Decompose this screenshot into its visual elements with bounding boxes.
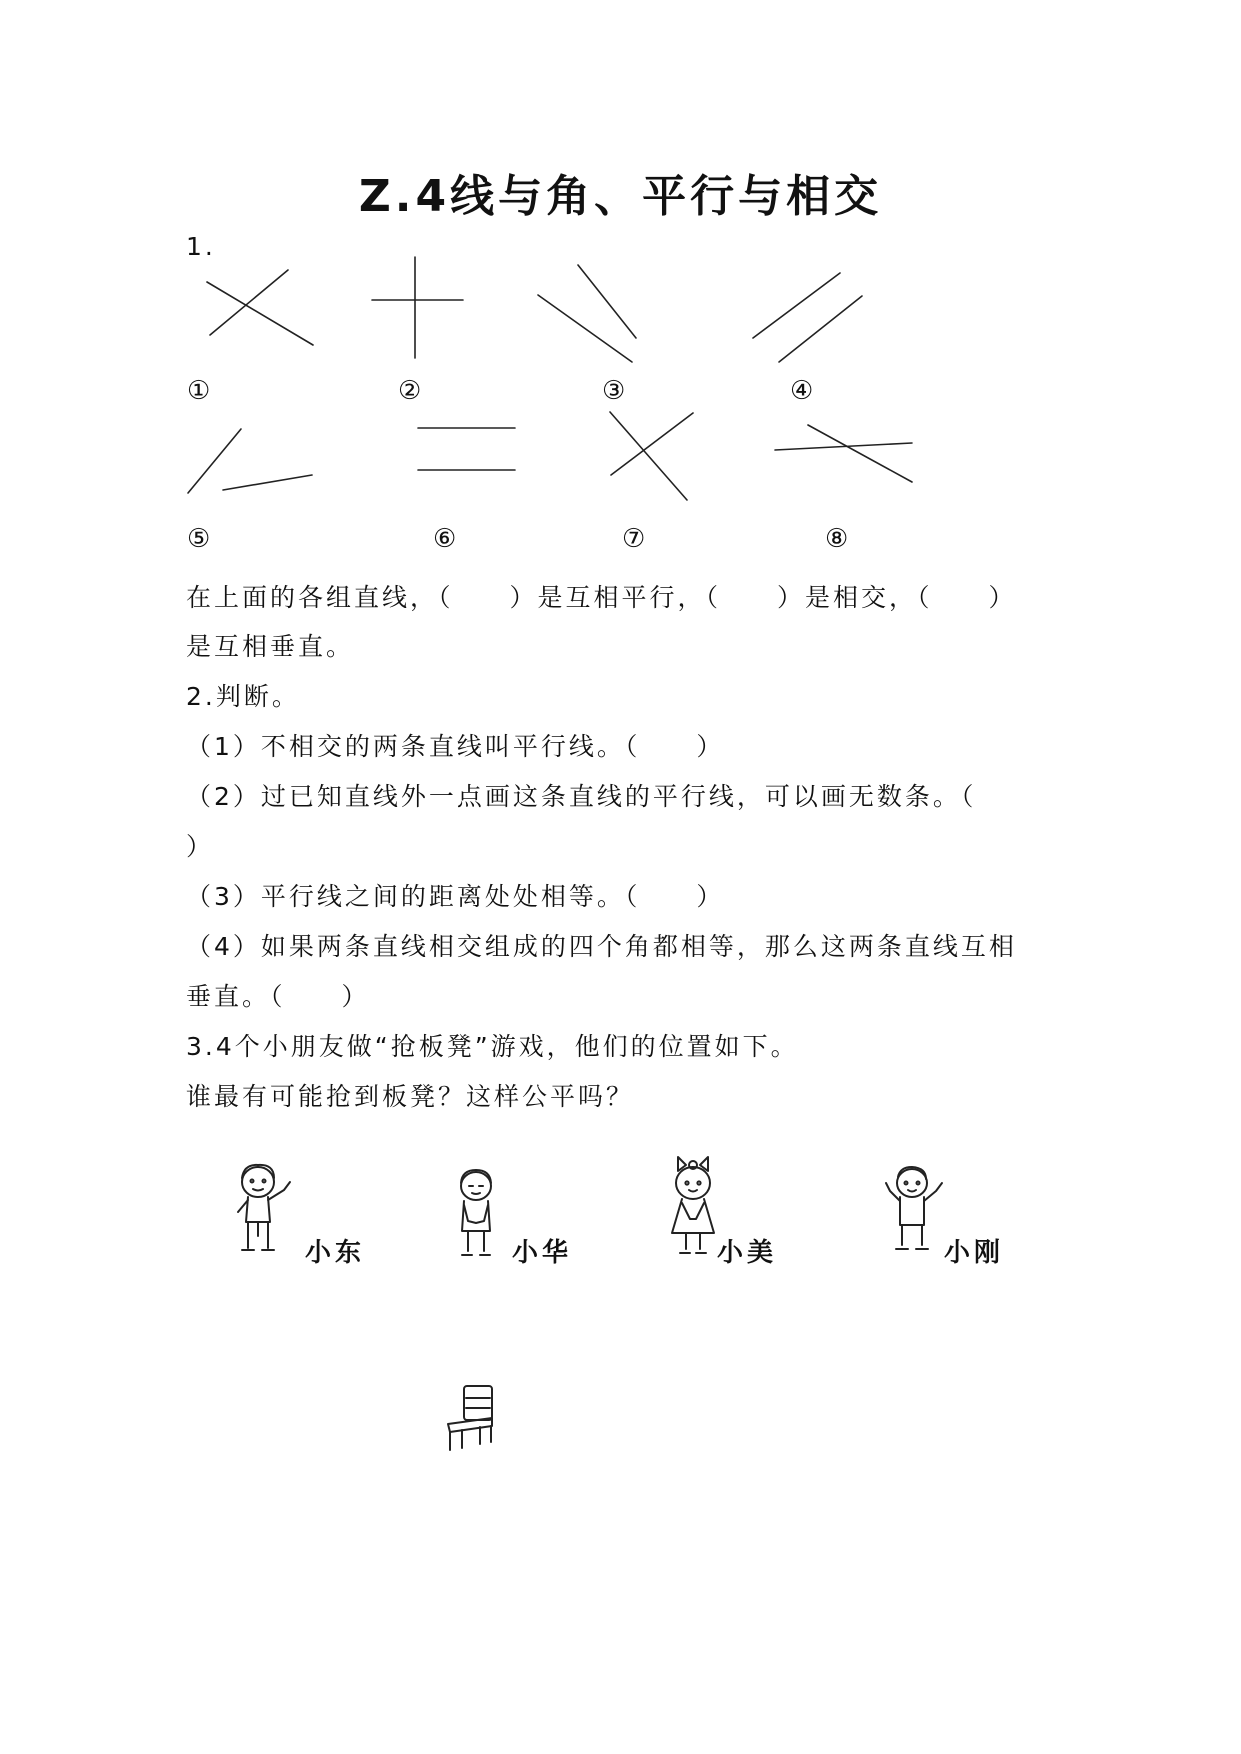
q2-item-1: （1）不相交的两条直线叫平行线。（ ）	[186, 732, 725, 761]
kid-xiaohua-figure	[448, 1165, 508, 1261]
marker-4: ④	[790, 376, 814, 406]
marker-1: ①	[187, 376, 211, 406]
q2-label: 2.判断。	[186, 682, 300, 711]
q2-item-4-line2: 垂直。（ ）	[186, 982, 370, 1011]
q1-question-line1: 在上面的各组直线，（ ）是互相平行，（ ）是相交，（ ）	[186, 583, 1017, 612]
q1-question-line2: 是互相垂直。	[186, 632, 355, 661]
q2-item-3: （3）平行线之间的距离处处相等。（ ）	[186, 882, 725, 911]
figure-1-intersecting-lines	[207, 270, 313, 345]
marker-6: ⑥	[433, 524, 457, 554]
q2-item-2-line2: ）	[186, 832, 215, 861]
q3-line1: 3.4个小朋友做“抢板凳”游戏，他们的位置如下。	[186, 1032, 799, 1061]
kid-name-xiaomei: 小美	[717, 1238, 778, 1268]
marker-3: ③	[602, 376, 626, 406]
kid-name-xiaodong: 小东	[305, 1238, 366, 1268]
marker-5: ⑤	[187, 524, 211, 554]
q2-item-4-line1: （4）如果两条直线相交组成的四个角都相等，那么这两条直线互相	[186, 932, 1017, 961]
figure-6-parallel-lines	[418, 428, 515, 470]
marker-8: ⑧	[825, 524, 849, 554]
kid-xiaodong-figure	[232, 1160, 302, 1256]
figure-5-lines	[188, 429, 312, 493]
line-figures	[0, 0, 1241, 560]
figure-3-lines	[538, 265, 636, 362]
figure-4-parallel-lines	[753, 273, 862, 362]
page-title: Z.4线与角、平行与相交	[358, 171, 883, 222]
q2-item-2-line1: （2）过已知直线外一点画这条直线的平行线，可以画无数条。（	[186, 782, 977, 811]
chair-icon	[444, 1384, 500, 1454]
figure-2-perpendicular-lines	[372, 257, 463, 358]
kid-xiaogang-figure	[878, 1163, 950, 1259]
figure-8-intersecting-lines	[775, 425, 912, 482]
marker-2: ②	[398, 376, 422, 406]
q3-line2: 谁最有可能抢到板凳？这样公平吗？	[186, 1082, 635, 1111]
marker-7: ⑦	[622, 524, 646, 554]
kid-name-xiaohua: 小华	[512, 1238, 573, 1268]
q1-label: 1.	[186, 232, 216, 261]
figure-7-intersecting-lines	[610, 412, 693, 500]
kid-name-xiaogang: 小刚	[944, 1238, 1005, 1268]
